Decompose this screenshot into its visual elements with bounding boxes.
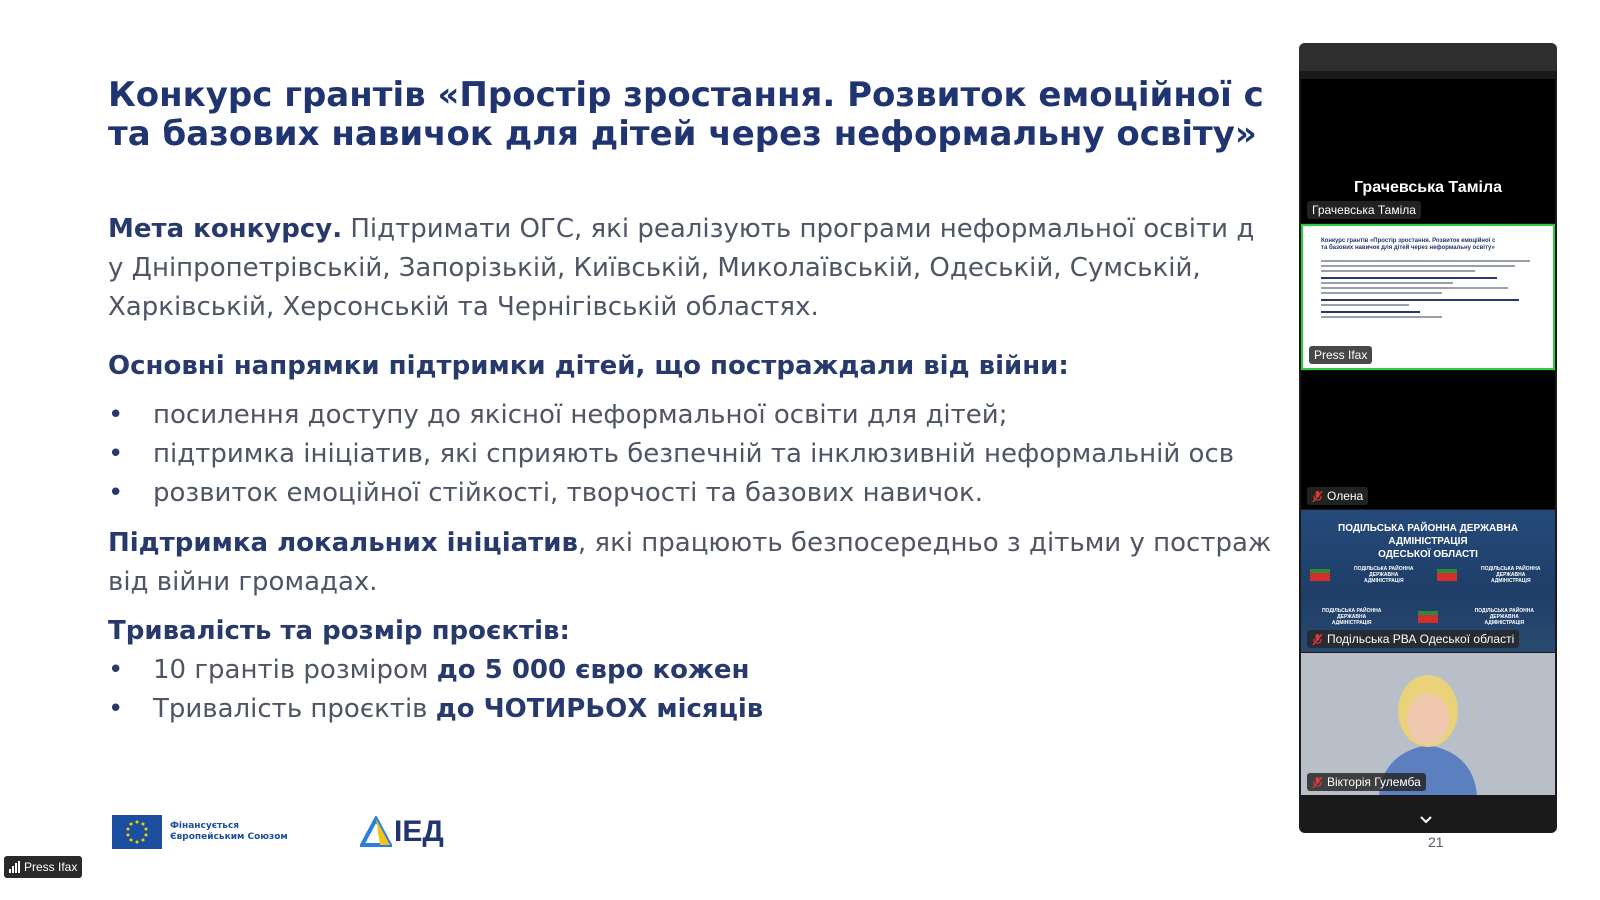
participant-tile-screen-share[interactable]: [1301, 224, 1555, 370]
directions-list: [108, 396, 1234, 513]
eu-flag-logo: [112, 815, 162, 849]
goal-paragraph: [108, 210, 1254, 327]
directions-section: [108, 347, 1234, 513]
participant-name-label: [1307, 201, 1421, 219]
flag-icon: [1310, 569, 1330, 581]
rva-small-label: ПОДІЛЬСЬКА РАЙОННА ДЕРЖАВНА АДМІНІСТРАЦІЯ: [1354, 566, 1414, 584]
local-text-line-2: від війни громадах.: [108, 567, 378, 597]
rva-small-label: ПОДІЛЬСЬКА РАЙОННА ДЕРЖАВНА АДМІНІСТРАЦІЯ: [1321, 608, 1382, 626]
mic-off-icon: [1312, 776, 1323, 789]
directions-item: • посилення доступу до якісної неформальної освіти для дітей;: [108, 396, 1234, 435]
participants-panel-header[interactable]: [1299, 43, 1557, 71]
participants-panel: [1299, 43, 1557, 833]
slide-title-line-2: та базових навичок для дітей через неформальну освіту»: [108, 114, 1257, 154]
chevron-down-icon[interactable]: [1419, 813, 1433, 827]
directions-heading: Основні напрямки підтримки дітей, що постраждали від війни:: [108, 351, 1069, 381]
mic-off-icon: [1312, 633, 1323, 646]
rva-banner-headline: [1301, 522, 1555, 561]
duration-item-bold: до 5 000 євро кожен: [436, 655, 750, 685]
directions-item: • підтримка ініціатив, які сприяють безпечній та інклюзивній неформальній осв: [108, 435, 1234, 474]
participant-name: Press Ifax: [1314, 348, 1368, 362]
duration-section: [108, 612, 763, 729]
participant-name-label: [1309, 346, 1372, 364]
local-label: Підтримка локальних ініціатив: [108, 528, 578, 558]
rva-small-label: ПОДІЛЬСЬКА РАЙОННА ДЕРЖАВНА АДМІНІСТРАЦІЯ: [1474, 608, 1535, 626]
press-ifax-badge[interactable]: [4, 856, 82, 878]
duration-item: [108, 651, 763, 690]
participant-tile[interactable]: [1301, 79, 1555, 223]
slide-title: [108, 76, 1300, 154]
slide-logos: [112, 812, 444, 852]
ied-triangle-icon: [360, 816, 392, 848]
participant-name: Подільська РВА Одеської області: [1327, 632, 1515, 646]
participant-name: Грачевська Таміла: [1312, 203, 1416, 217]
participant-tile[interactable]: [1301, 371, 1555, 509]
goal-text-line-2: у Дніпропетрівській, Запорізькій, Київській, Миколаївській, Одеській, Сумській,: [108, 253, 1201, 283]
eu-funding-text: Фінансується Європейським Союзом: [170, 821, 288, 842]
duration-item: [108, 690, 763, 729]
rva-small-label: ПОДІЛЬСЬКА РАЙОННА ДЕРЖАВНА АДМІНІСТРАЦІЯ: [1481, 566, 1541, 584]
goal-text-line-3: Харківській, Херсонській та Чернігівській областях.: [108, 292, 819, 322]
duration-list: [108, 651, 763, 729]
rva-banner-row: [1301, 566, 1555, 584]
thumbnail-title-line: Конкурс грантів «Простір зростання. Розвиток емоційної с: [1321, 238, 1496, 244]
rva-headline-line: ПОДІЛЬСЬКА РАЙОННА ДЕРЖАВНА АДМІНІСТРАЦІЯ: [1338, 523, 1518, 547]
goal-text-line-1: Підтримати ОГС, які реалізують програми неформальної освіти д: [342, 214, 1255, 244]
shared-slide-thumbnail: [1321, 238, 1541, 318]
duration-heading: Тривалість та розмір проєктів:: [108, 616, 570, 646]
page-number: 21: [1428, 834, 1444, 850]
ied-logo: [360, 815, 444, 849]
participant-tile[interactable]: [1301, 510, 1555, 652]
rva-banner-row: [1301, 608, 1555, 626]
participant-tile[interactable]: [1301, 653, 1555, 795]
goal-label: Мета конкурсу.: [108, 214, 343, 244]
duration-item-text: Тривалість проєктів: [153, 694, 436, 724]
participant-center-name: Грачевська Таміла: [1353, 179, 1503, 196]
signal-bars-icon: [9, 861, 20, 873]
local-text-line-1: , які працюють безпосередньо з дітьми у постраж: [577, 528, 1272, 558]
duration-item-bold: до ЧОТИРЬОХ місяців: [435, 694, 764, 724]
slide-title-line-1: Конкурс грантів «Простір зростання. Розвиток емоційної с: [108, 75, 1264, 115]
mic-off-icon: [1312, 490, 1323, 503]
participant-name-label: [1307, 487, 1368, 505]
participant-name: Вікторія Гулемба: [1327, 775, 1421, 789]
participant-name-label: [1307, 630, 1519, 648]
thumbnail-title: [1321, 238, 1541, 252]
directions-item: • розвиток емоційної стійкості, творчості та базових навичок.: [108, 474, 1234, 513]
thumbnail-title-line: та базових навичок для дітей через неформальну освіту»: [1321, 245, 1495, 251]
rva-headline-line: ОДЕСЬКОЇ ОБЛАСТІ: [1378, 549, 1478, 560]
ied-logo-text: ІЕД: [394, 815, 444, 848]
flag-icon: [1437, 569, 1457, 581]
participant-name: Олена: [1327, 489, 1364, 503]
local-initiatives-paragraph: [108, 524, 1271, 602]
participant-name-label: [1307, 773, 1426, 791]
duration-item-text: 10 грантів розміром: [153, 655, 437, 685]
badge-label: Press Ifax: [24, 860, 78, 874]
flag-icon: [1418, 611, 1438, 623]
